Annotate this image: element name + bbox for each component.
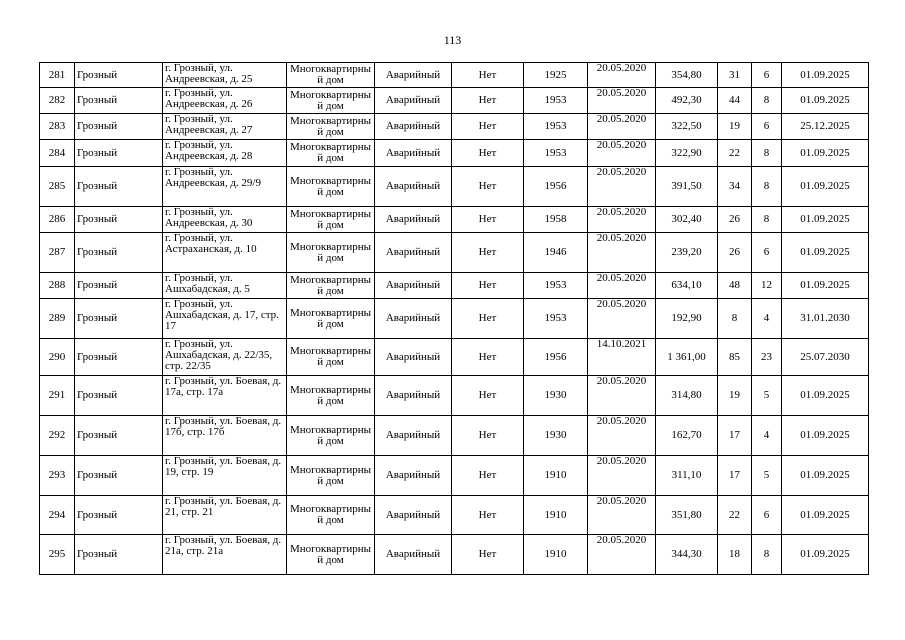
table-row xyxy=(40,63,869,88)
flats-cell: 12 xyxy=(752,273,782,299)
date-cell: 20.05.2020 xyxy=(588,535,656,575)
deadline-cell: 01.09.2025 xyxy=(782,63,869,88)
row-number-cell: 295 xyxy=(40,535,75,575)
deadline-cell: 01.09.2025 xyxy=(782,273,869,299)
deadline-cell: 01.09.2025 xyxy=(782,535,869,575)
date-cell: 20.05.2020 xyxy=(588,140,656,167)
row-number-cell: 285 xyxy=(40,167,75,207)
address-cell: г. Грозный, ул. Андреевская, д. 28 xyxy=(163,140,287,167)
table-row xyxy=(40,167,869,207)
row-number-cell: 294 xyxy=(40,496,75,535)
status-cell: Аварийный xyxy=(375,167,452,207)
area-cell: 322,50 xyxy=(656,114,718,140)
date-cell: 20.05.2020 xyxy=(588,496,656,535)
residents-cell: 85 xyxy=(718,339,752,376)
status-cell: Аварийный xyxy=(375,299,452,339)
year-cell: 1956 xyxy=(524,167,588,207)
table-row xyxy=(40,456,869,496)
residents-cell: 17 xyxy=(718,456,752,496)
status-cell: Аварийный xyxy=(375,233,452,273)
address-cell: г. Грозный, ул. Ашхабадская, д. 5 xyxy=(163,273,287,299)
date-cell: 20.05.2020 xyxy=(588,114,656,140)
row-number-cell: 287 xyxy=(40,233,75,273)
city-cell: Грозный xyxy=(75,535,163,575)
year-cell: 1953 xyxy=(524,273,588,299)
housing-registry-table xyxy=(39,62,869,575)
status-cell: Аварийный xyxy=(375,496,452,535)
date-cell: 20.05.2020 xyxy=(588,88,656,114)
building-type-cell: Многоквартирный дом xyxy=(287,140,375,167)
status-cell: Аварийный xyxy=(375,207,452,233)
flats-cell: 23 xyxy=(752,339,782,376)
area-cell: 162,70 xyxy=(656,416,718,456)
residents-cell: 26 xyxy=(718,233,752,273)
date-cell: 20.05.2020 xyxy=(588,416,656,456)
year-cell: 1925 xyxy=(524,63,588,88)
year-cell: 1953 xyxy=(524,88,588,114)
residents-cell: 22 xyxy=(718,140,752,167)
residents-cell: 31 xyxy=(718,63,752,88)
city-cell: Грозный xyxy=(75,496,163,535)
deadline-cell: 25.12.2025 xyxy=(782,114,869,140)
table-row xyxy=(40,207,869,233)
flag-cell: Нет xyxy=(452,376,524,416)
residents-cell: 22 xyxy=(718,496,752,535)
area-cell: 634,10 xyxy=(656,273,718,299)
year-cell: 1958 xyxy=(524,207,588,233)
status-cell: Аварийный xyxy=(375,339,452,376)
address-cell: г. Грозный, ул. Боевая, д. 17а, стр. 17а xyxy=(163,376,287,416)
flats-cell: 6 xyxy=(752,233,782,273)
deadline-cell: 01.09.2025 xyxy=(782,167,869,207)
residents-cell: 17 xyxy=(718,416,752,456)
year-cell: 1910 xyxy=(524,496,588,535)
flag-cell: Нет xyxy=(452,535,524,575)
year-cell: 1930 xyxy=(524,416,588,456)
date-cell: 20.05.2020 xyxy=(588,207,656,233)
address-cell: г. Грозный, ул. Ашхабадская, д. 22/35, стр. 22/35 xyxy=(163,339,287,376)
building-type-cell: Многоквартирный дом xyxy=(287,273,375,299)
building-type-cell: Многоквартирный дом xyxy=(287,496,375,535)
address-cell: г. Грозный, ул. Андреевская, д. 26 xyxy=(163,88,287,114)
row-number-cell: 284 xyxy=(40,140,75,167)
building-type-cell: Многоквартирный дом xyxy=(287,456,375,496)
row-number-cell: 288 xyxy=(40,273,75,299)
building-type-cell: Многоквартирный дом xyxy=(287,376,375,416)
date-cell: 20.05.2020 xyxy=(588,376,656,416)
building-type-cell: Многоквартирный дом xyxy=(287,535,375,575)
flag-cell: Нет xyxy=(452,63,524,88)
flag-cell: Нет xyxy=(452,339,524,376)
city-cell: Грозный xyxy=(75,273,163,299)
city-cell: Грозный xyxy=(75,207,163,233)
flats-cell: 5 xyxy=(752,376,782,416)
flats-cell: 8 xyxy=(752,207,782,233)
building-type-cell: Многоквартирный дом xyxy=(287,233,375,273)
page-number: 113 xyxy=(443,33,462,47)
flats-cell: 6 xyxy=(752,114,782,140)
status-cell: Аварийный xyxy=(375,114,452,140)
residents-cell: 19 xyxy=(718,114,752,140)
city-cell: Грозный xyxy=(75,376,163,416)
year-cell: 1930 xyxy=(524,376,588,416)
table-row xyxy=(40,114,869,140)
address-cell: г. Грозный, ул. Боевая, д. 21а, стр. 21а xyxy=(163,535,287,575)
residents-cell: 8 xyxy=(718,299,752,339)
area-cell: 311,10 xyxy=(656,456,718,496)
status-cell: Аварийный xyxy=(375,88,452,114)
year-cell: 1953 xyxy=(524,114,588,140)
area-cell: 239,20 xyxy=(656,233,718,273)
deadline-cell: 31.01.2030 xyxy=(782,299,869,339)
city-cell: Грозный xyxy=(75,140,163,167)
area-cell: 322,90 xyxy=(656,140,718,167)
deadline-cell: 01.09.2025 xyxy=(782,233,869,273)
city-cell: Грозный xyxy=(75,88,163,114)
address-cell: г. Грозный, ул. Боевая, д. 19, стр. 19 xyxy=(163,456,287,496)
flats-cell: 4 xyxy=(752,299,782,339)
row-number-cell: 286 xyxy=(40,207,75,233)
residents-cell: 18 xyxy=(718,535,752,575)
building-type-cell: Многоквартирный дом xyxy=(287,299,375,339)
row-number-cell: 290 xyxy=(40,339,75,376)
area-cell: 192,90 xyxy=(656,299,718,339)
row-number-cell: 281 xyxy=(40,63,75,88)
status-cell: Аварийный xyxy=(375,273,452,299)
date-cell: 14.10.2021 xyxy=(588,339,656,376)
city-cell: Грозный xyxy=(75,299,163,339)
row-number-cell: 291 xyxy=(40,376,75,416)
date-cell: 20.05.2020 xyxy=(588,273,656,299)
residents-cell: 44 xyxy=(718,88,752,114)
flag-cell: Нет xyxy=(452,88,524,114)
flats-cell: 5 xyxy=(752,456,782,496)
status-cell: Аварийный xyxy=(375,140,452,167)
building-type-cell: Многоквартирный дом xyxy=(287,114,375,140)
area-cell: 492,30 xyxy=(656,88,718,114)
table-row xyxy=(40,416,869,456)
city-cell: Грозный xyxy=(75,167,163,207)
status-cell: Аварийный xyxy=(375,416,452,456)
city-cell: Грозный xyxy=(75,339,163,376)
area-cell: 344,30 xyxy=(656,535,718,575)
year-cell: 1953 xyxy=(524,140,588,167)
flag-cell: Нет xyxy=(452,140,524,167)
city-cell: Грозный xyxy=(75,416,163,456)
flats-cell: 4 xyxy=(752,416,782,456)
status-cell: Аварийный xyxy=(375,376,452,416)
date-cell: 20.05.2020 xyxy=(588,299,656,339)
address-cell: г. Грозный, ул. Ашхабадская, д. 17, стр. 17 xyxy=(163,299,287,339)
flats-cell: 8 xyxy=(752,140,782,167)
address-cell: г. Грозный, ул. Боевая, д. 17б, стр. 17б xyxy=(163,416,287,456)
table-row xyxy=(40,140,869,167)
table-row xyxy=(40,376,869,416)
residents-cell: 48 xyxy=(718,273,752,299)
row-number-cell: 289 xyxy=(40,299,75,339)
flag-cell: Нет xyxy=(452,207,524,233)
table-row xyxy=(40,496,869,535)
year-cell: 1946 xyxy=(524,233,588,273)
status-cell: Аварийный xyxy=(375,535,452,575)
building-type-cell: Многоквартирный дом xyxy=(287,207,375,233)
deadline-cell: 01.09.2025 xyxy=(782,140,869,167)
address-cell: г. Грозный, ул. Боевая, д. 21, стр. 21 xyxy=(163,496,287,535)
table-body xyxy=(40,63,869,575)
table-row xyxy=(40,233,869,273)
building-type-cell: Многоквартирный дом xyxy=(287,88,375,114)
deadline-cell: 01.09.2025 xyxy=(782,376,869,416)
city-cell: Грозный xyxy=(75,233,163,273)
status-cell: Аварийный xyxy=(375,63,452,88)
date-cell: 20.05.2020 xyxy=(588,63,656,88)
address-cell: г. Грозный, ул. Андреевская, д. 25 xyxy=(163,63,287,88)
deadline-cell: 25.07.2030 xyxy=(782,339,869,376)
row-number-cell: 283 xyxy=(40,114,75,140)
flats-cell: 8 xyxy=(752,167,782,207)
residents-cell: 26 xyxy=(718,207,752,233)
flats-cell: 6 xyxy=(752,496,782,535)
flag-cell: Нет xyxy=(452,273,524,299)
address-cell: г. Грозный, ул. Андреевская, д. 30 xyxy=(163,207,287,233)
flag-cell: Нет xyxy=(452,114,524,140)
row-number-cell: 282 xyxy=(40,88,75,114)
table-row xyxy=(40,273,869,299)
year-cell: 1910 xyxy=(524,535,588,575)
address-cell: г. Грозный, ул. Андреевская, д. 27 xyxy=(163,114,287,140)
deadline-cell: 01.09.2025 xyxy=(782,416,869,456)
year-cell: 1910 xyxy=(524,456,588,496)
building-type-cell: Многоквартирный дом xyxy=(287,339,375,376)
status-cell: Аварийный xyxy=(375,456,452,496)
table-row xyxy=(40,88,869,114)
flats-cell: 8 xyxy=(752,535,782,575)
deadline-cell: 01.09.2025 xyxy=(782,207,869,233)
flag-cell: Нет xyxy=(452,167,524,207)
area-cell: 314,80 xyxy=(656,376,718,416)
deadline-cell: 01.09.2025 xyxy=(782,496,869,535)
city-cell: Грозный xyxy=(75,63,163,88)
area-cell: 391,50 xyxy=(656,167,718,207)
flag-cell: Нет xyxy=(452,416,524,456)
area-cell: 1 361,00 xyxy=(656,339,718,376)
area-cell: 302,40 xyxy=(656,207,718,233)
city-cell: Грозный xyxy=(75,114,163,140)
city-cell: Грозный xyxy=(75,456,163,496)
address-cell: г. Грозный, ул. Астраханская, д. 10 xyxy=(163,233,287,273)
table-row xyxy=(40,535,869,575)
building-type-cell: Многоквартирный дом xyxy=(287,416,375,456)
row-number-cell: 293 xyxy=(40,456,75,496)
date-cell: 20.05.2020 xyxy=(588,167,656,207)
year-cell: 1956 xyxy=(524,339,588,376)
deadline-cell: 01.09.2025 xyxy=(782,456,869,496)
flag-cell: Нет xyxy=(452,299,524,339)
address-cell: г. Грозный, ул. Андреевская, д. 29/9 xyxy=(163,167,287,207)
year-cell: 1953 xyxy=(524,299,588,339)
deadline-cell: 01.09.2025 xyxy=(782,88,869,114)
residents-cell: 34 xyxy=(718,167,752,207)
flag-cell: Нет xyxy=(452,496,524,535)
building-type-cell: Многоквартирный дом xyxy=(287,63,375,88)
flag-cell: Нет xyxy=(452,233,524,273)
flats-cell: 6 xyxy=(752,63,782,88)
flag-cell: Нет xyxy=(452,456,524,496)
table-row xyxy=(40,299,869,339)
date-cell: 20.05.2020 xyxy=(588,233,656,273)
flats-cell: 8 xyxy=(752,88,782,114)
row-number-cell: 292 xyxy=(40,416,75,456)
residents-cell: 19 xyxy=(718,376,752,416)
table-row xyxy=(40,339,869,376)
area-cell: 351,80 xyxy=(656,496,718,535)
date-cell: 20.05.2020 xyxy=(588,456,656,496)
area-cell: 354,80 xyxy=(656,63,718,88)
building-type-cell: Многоквартирный дом xyxy=(287,167,375,207)
